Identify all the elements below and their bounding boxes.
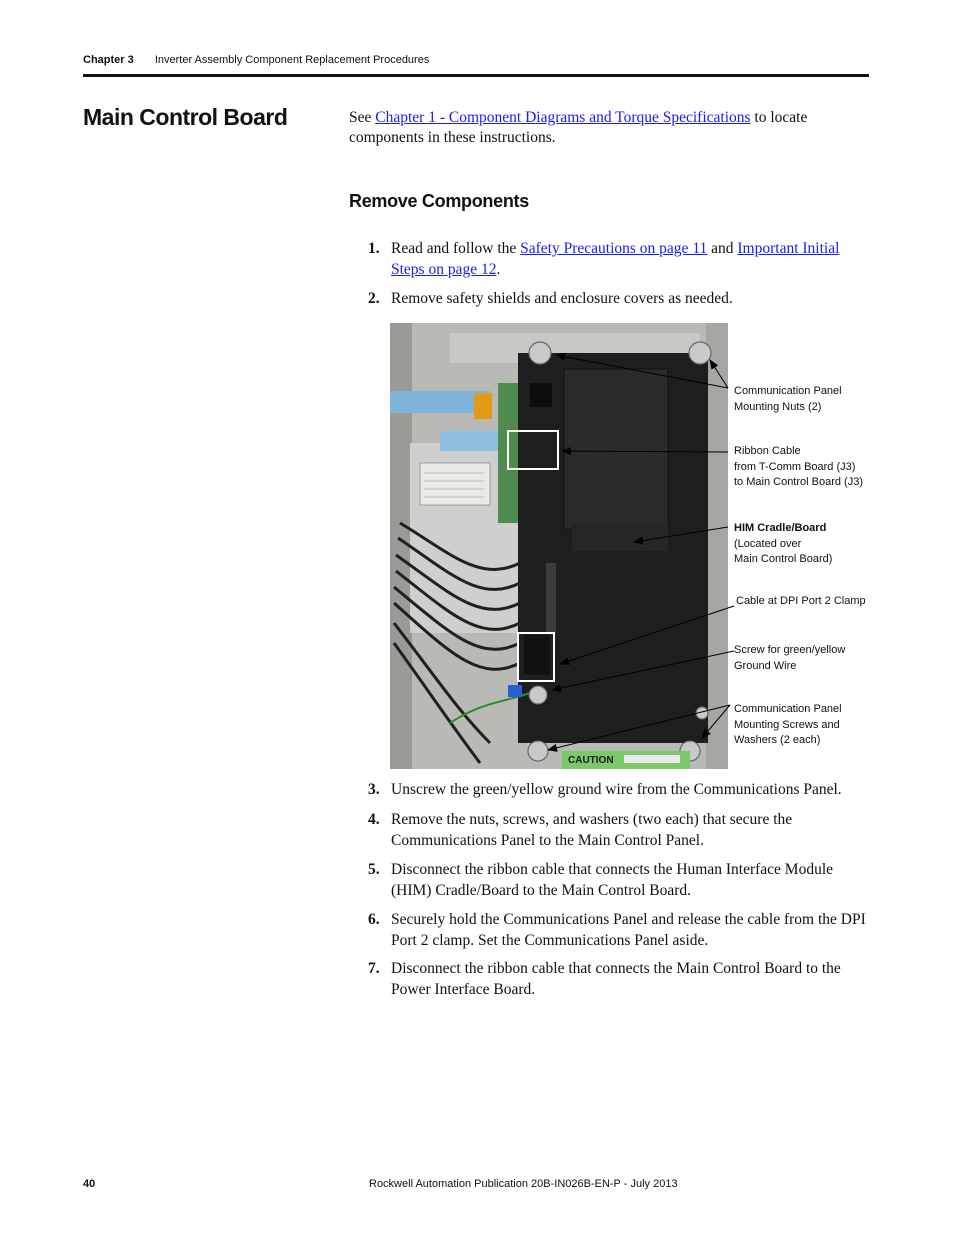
callout-line: to Main Control Board (J3) <box>734 476 863 488</box>
step-3 <box>368 780 868 801</box>
running-header <box>83 54 429 66</box>
initial-steps-link[interactable]: Important Initial Steps on page 12 <box>391 240 840 278</box>
step-number: 2. <box>368 290 380 307</box>
publication-footer: Rockwell Automation Publication 20B-IN026B-EN-P - July 2013 <box>369 1178 678 1190</box>
intro-prefix: See <box>349 109 376 126</box>
callout-line: Ground Wire <box>734 659 797 672</box>
callout-line: Mounting Screws and <box>734 718 840 731</box>
step-7 <box>368 959 868 1000</box>
step-1 <box>368 239 868 280</box>
step-number: 5. <box>368 861 380 878</box>
section-title: Main Control Board <box>83 104 288 130</box>
step-1-prefix: Read and follow the <box>391 240 521 257</box>
step-number: 6. <box>368 911 380 928</box>
step-text: Remove safety shields and enclosure covers as needed. <box>391 290 733 307</box>
callout-line: Main Control Board) <box>734 553 833 565</box>
step-6 <box>368 910 868 951</box>
intro-paragraph <box>349 108 869 148</box>
step-1-mid: and <box>707 240 738 257</box>
step-2 <box>368 289 868 310</box>
callout-line: Screw for green/yellow <box>734 644 846 656</box>
callout-line: from T-Comm Board (J3) <box>734 460 856 473</box>
step-number: 3. <box>368 781 380 798</box>
step-number: 1. <box>368 240 380 257</box>
safety-precautions-link[interactable]: Safety Precautions on page 11 <box>520 240 708 257</box>
callout-line: Cable at DPI Port 2 Clamp <box>736 595 866 607</box>
step-text: Securely hold the Communications Panel and release the cable from the DPI Port 2 clamp. Set the Communications Panel aside. <box>391 911 866 949</box>
step-text: Remove the nuts, screws, and washers (two each) that secure the Communications Panel to the Main Control Panel. <box>391 811 793 849</box>
callout-mounting-screws <box>734 702 864 749</box>
step-text: Unscrew the green/yellow ground wire from the Communications Panel. <box>391 781 842 798</box>
callout-him-cradle <box>734 521 864 568</box>
callout-line: Washers (2 each) <box>734 734 821 746</box>
callout-line: Ribbon Cable <box>734 445 801 457</box>
callout-mounting-nuts <box>734 384 864 415</box>
callout-line: Communication Panel <box>734 703 842 715</box>
caution-label: CAUTION <box>568 755 614 766</box>
step-5 <box>368 860 868 901</box>
intro-suffix: to locate components in these instructions. <box>349 109 808 146</box>
callout-ribbon-cable <box>734 444 864 491</box>
callout-line: (Located over <box>734 537 802 550</box>
chapter-title: Inverter Assembly Component Replacement Procedures <box>154 54 430 66</box>
callout-line-bold: HIM Cradle/Board <box>734 522 827 534</box>
callout-ground-screw <box>734 643 864 674</box>
step-number: 4. <box>368 811 380 828</box>
subsection-title: Remove Components <box>349 191 529 211</box>
chapter-label: Chapter 3 <box>83 54 134 66</box>
main-control-board-photo <box>390 323 728 769</box>
step-4 <box>368 810 868 851</box>
step-text <box>391 239 868 280</box>
step-text: Disconnect the ribbon cable that connects the Human Interface Module (HIM) Cradle/Board to the Main Control Board. <box>391 861 834 899</box>
step-text: Disconnect the ribbon cable that connects the Main Control Board to the Power Interface Board. <box>391 960 841 998</box>
callout-line: Communication Panel <box>734 385 842 397</box>
callout-line: Mounting Nuts (2) <box>734 400 822 413</box>
chapter1-link[interactable]: Chapter 1 - Component Diagrams and Torque Specifications <box>375 109 751 126</box>
callout-dpi-clamp <box>736 594 866 610</box>
page-number: 40 <box>83 1178 96 1190</box>
step-1-suffix: . <box>496 260 501 278</box>
step-number: 7. <box>368 960 380 977</box>
header-rule <box>83 74 869 77</box>
